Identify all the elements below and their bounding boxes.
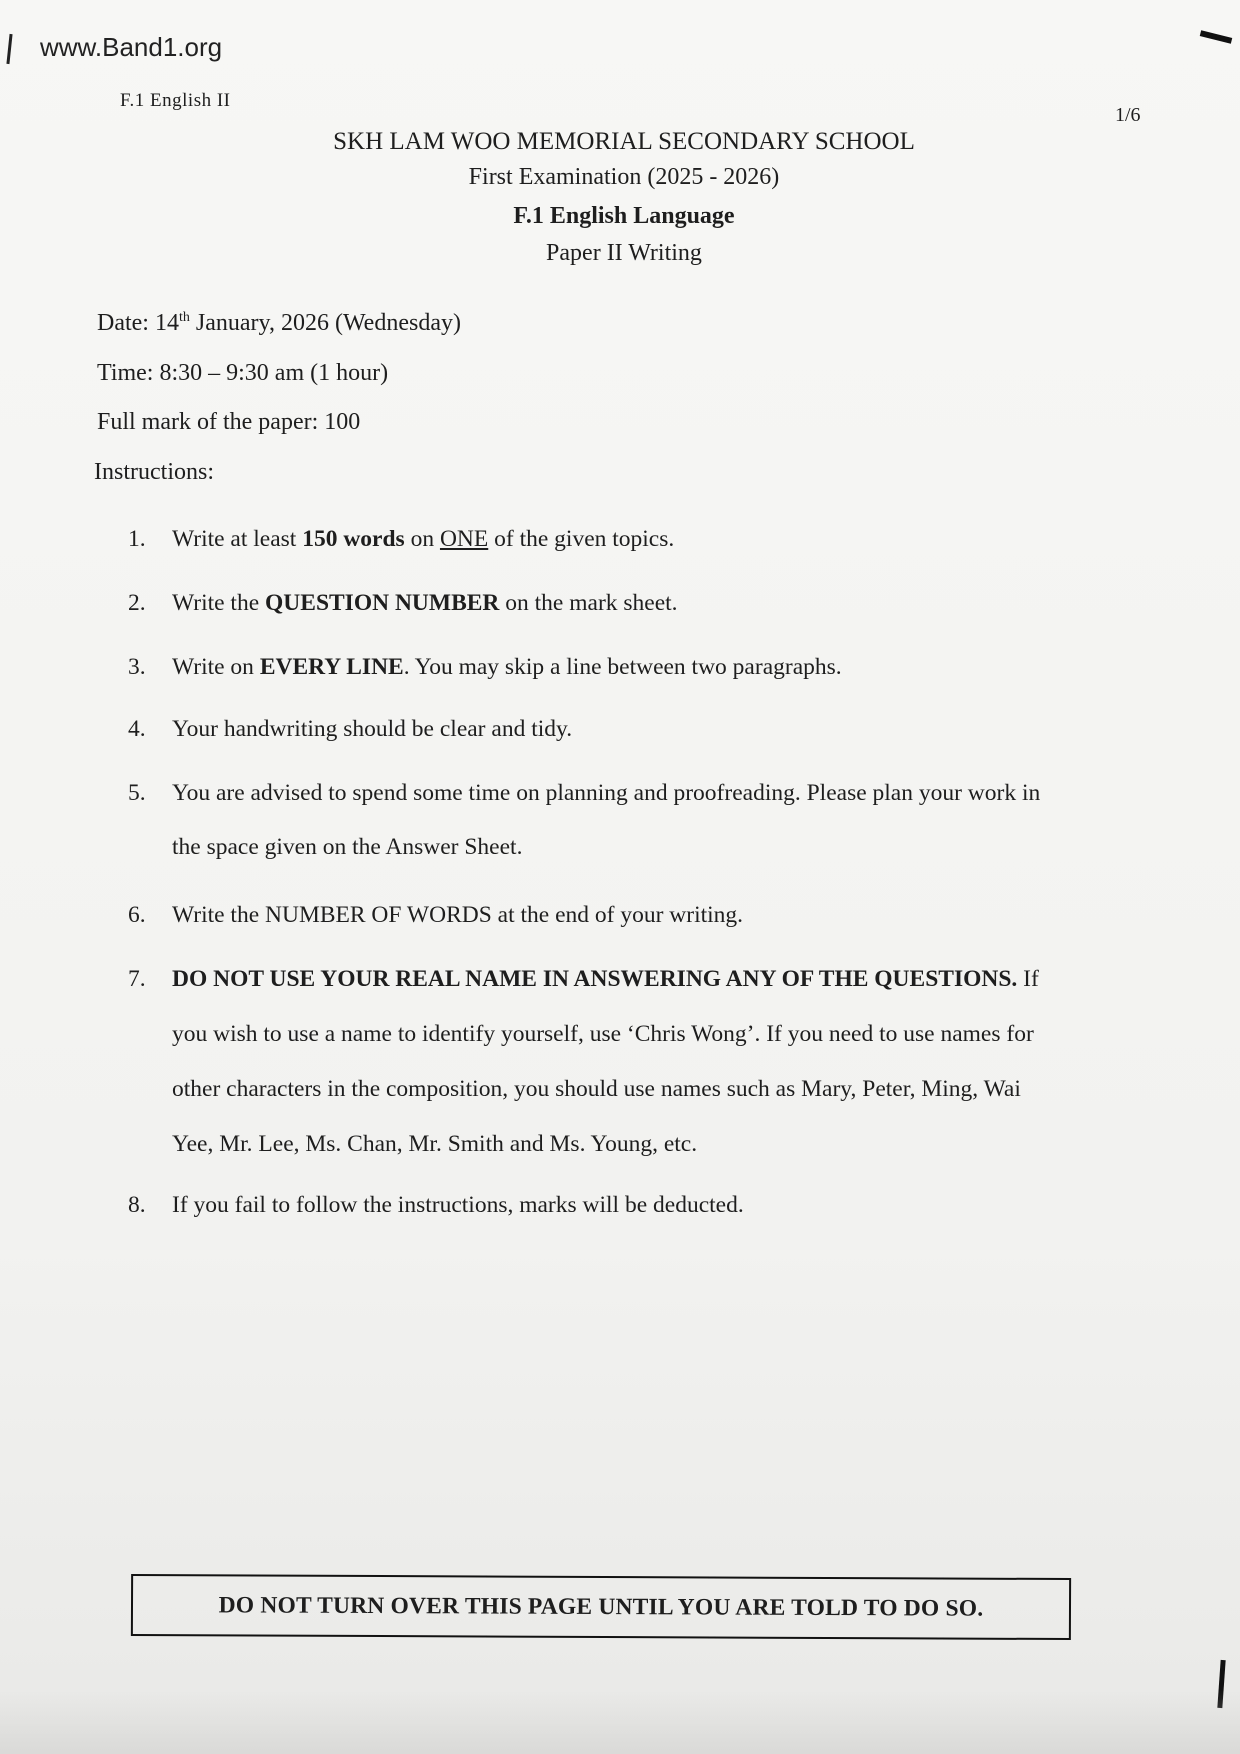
instruction-text: Write at least 150 words on ONE of the given topics. [172, 526, 675, 552]
instruction-text-continued: Yee, Mr. Lee, Ms. Chan, Mr. Smith and Ms. Young, etc. [172, 1131, 698, 1157]
scan-corner-mark [1200, 30, 1233, 44]
instruction-text: Write the NUMBER OF WORDS at the end of your writing. [172, 902, 744, 928]
exam-title: First Examination (2025 - 2026) [468, 164, 780, 190]
instruction-text-continued: the space given on the Answer Sheet. [172, 834, 523, 860]
instruction-text: Write the QUESTION NUMBER on the mark sheet. [172, 590, 678, 616]
paper-title: Paper II Writing [546, 240, 702, 266]
instruction-text: Your handwriting should be clear and tidy. [172, 716, 573, 742]
instructions-heading: Instructions: [94, 459, 214, 485]
exam-time: Time: 8:30 – 9:30 am (1 hour) [97, 360, 389, 386]
subject-title: F.1 English Language [513, 203, 735, 229]
instruction-text: Write on EVERY LINE. You may skip a line between two paragraphs. [172, 654, 842, 680]
paper-code: F.1 English II [120, 90, 231, 111]
instruction-number: 8. [128, 1192, 146, 1218]
notice-box [131, 1574, 1071, 1640]
notice-text: DO NOT TURN OVER THIS PAGE UNTIL YOU ARE TOLD TO DO SO. [218, 1592, 984, 1622]
instruction-text: If you fail to follow the instructions, marks will be deducted. [172, 1192, 744, 1218]
instruction-number: 6. [128, 902, 146, 928]
instruction-text-continued: you wish to use a name to identify yourself, use ‘Chris Wong’. If you need to use names for [172, 1021, 1034, 1047]
school-name: SKH LAM WOO MEMORIAL SECONDARY SCHOOL [333, 128, 915, 155]
full-mark: Full mark of the paper: 100 [97, 409, 361, 435]
page-number: 1/6 [1115, 104, 1141, 126]
instruction-number: 1. [128, 526, 146, 552]
instruction-number: 3. [128, 654, 146, 680]
instruction-number: 7. [128, 966, 146, 992]
scan-shadow [0, 1690, 1240, 1754]
instruction-text: You are advised to spend some time on planning and proofreading. Please plan your work in [172, 780, 1041, 806]
exam-date: Date: 14th January, 2026 (Wednesday) [97, 310, 461, 336]
instruction-text-continued: other characters in the composition, you should use names such as Mary, Peter, Ming, Wai [172, 1076, 1021, 1102]
instruction-text: DO NOT USE YOUR REAL NAME IN ANSWERING ANY OF THE QUESTIONS. If [172, 966, 1039, 992]
instruction-number: 2. [128, 590, 146, 616]
scan-edge-mark [6, 34, 12, 64]
watermark-text: www.Band1.org [40, 32, 223, 62]
instruction-number: 5. [128, 780, 146, 806]
instruction-number: 4. [128, 716, 146, 742]
